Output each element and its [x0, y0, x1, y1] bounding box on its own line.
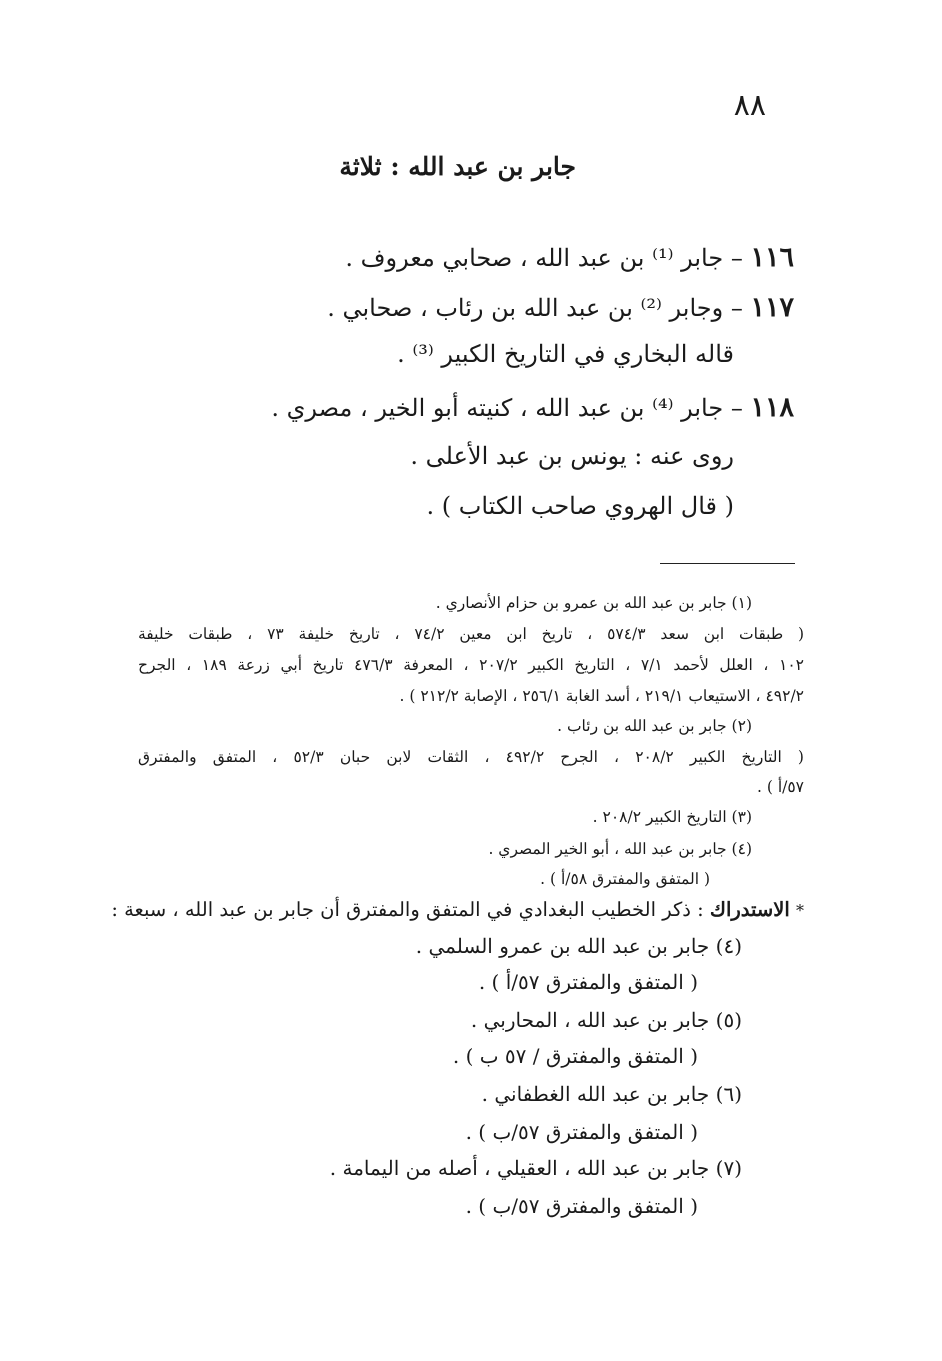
footnote-1: (١) جابر بن عبد الله بن عمرو بن حزام الأنصاري .: [435, 594, 752, 612]
footnote-2-sources: ٥٧/أ ) .: [756, 778, 804, 796]
footnote-1-sources: ( طبقات ابن سعد ٥٧٤/٣ ، تاريخ ابن معين ٧٤/٢ ، تاريخ خليفة ٧٣ ، طبقات خليفة: [138, 625, 805, 643]
istidrak-item-source: ( المتفق والمفترق ٥٧/أ ) .: [478, 970, 698, 994]
section-heading: جابر بن عبد الله : ثلاثة: [339, 152, 576, 181]
footnote-separator: [660, 563, 795, 564]
star-marker: *: [796, 901, 804, 920]
istidrak-label: الاستدراك: [709, 898, 790, 921]
entry-118-author-note: ( قال الهروي صاحب الكتاب ) .: [426, 492, 734, 520]
entry-118-narrator: روى عنه : يونس بن عبد الأعلى .: [410, 442, 734, 470]
entry-116: [345, 242, 794, 273]
istidrak-item: (٧) جابر بن عبد الله ، العقيلي ، أصله من اليمامة .: [329, 1156, 742, 1180]
footnote-1-sources: ١٠٢ ، العلل لأحمد ٧/١ ، التاريخ الكبير ٢٠٧/٢ ، المعرفة ٤٧٦/٣ تاريخ أبي زرعة ١٨٩ ، الجرح: [138, 656, 804, 674]
istidrak-item-source: ( المتفق والمفترق ٥٧/ب ) .: [465, 1120, 698, 1144]
page-number: ٨٨: [733, 88, 766, 123]
istidrak-text: : ذكر الخطيب البغدادي في المتفق والمفترق أن جابر بن عبد الله ، سبعة :: [111, 898, 704, 921]
entry-118: [271, 392, 794, 423]
entry-117: [327, 292, 794, 323]
istidrak-paragraph: [111, 898, 804, 921]
footnote-2: (٢) جابر بن عبد الله بن رئاب .: [557, 717, 752, 735]
entry-text: – جابر ⁽¹⁾ بن عبد الله ، صحابي معروف .: [345, 244, 743, 272]
istidrak-item-source: ( المتفق والمفترق ٥٧/ب ) .: [465, 1194, 698, 1218]
entry-117-note: قاله البخاري في التاريخ الكبير ⁽³⁾ .: [397, 340, 734, 368]
entry-text: – جابر ⁽⁴⁾ بن عبد الله ، كنيته أبو الخير ، مصري .: [271, 394, 743, 422]
footnote-2-sources: ( التاريخ الكبير ٢٠٨/٢ ، الجرح ٤٩٢/٢ ، الثقات لابن حبان ٥٢/٣ ، المتفق والمفترق: [138, 748, 804, 766]
footnote-4-sources: ( المتفق والمفترق ٥٨/أ ) .: [540, 870, 710, 888]
footnote-1-sources: ٤٩٢/٢ ، الاستيعاب ٢١٩/١ ، أسد الغابة ٢٥٦/١ ، الإصابة ٢١٢/٢ ) .: [399, 687, 804, 705]
entry-number: ١١٦: [750, 242, 794, 273]
entry-number: ١١٧: [750, 292, 794, 323]
footnote-3: (٣) التاريخ الكبير ٢٠٨/٢ .: [592, 808, 752, 826]
entry-text: – وجابر ⁽²⁾ بن عبد الله بن رئاب ، صحابي .: [327, 294, 743, 322]
istidrak-item: (٥) جابر بن عبد الله ، المحاربي .: [470, 1008, 742, 1032]
entry-number: ١١٨: [750, 392, 794, 423]
footnote-4: (٤) جابر بن عبد الله ، أبو الخير المصري .: [488, 840, 752, 858]
istidrak-item: (٦) جابر بن عبد الله الغطفاني .: [481, 1082, 742, 1106]
istidrak-item: (٤) جابر بن عبد الله بن عمرو السلمي .: [415, 934, 742, 958]
istidrak-item-source: ( المتفق والمفترق / ٥٧ ب ) .: [452, 1044, 698, 1068]
